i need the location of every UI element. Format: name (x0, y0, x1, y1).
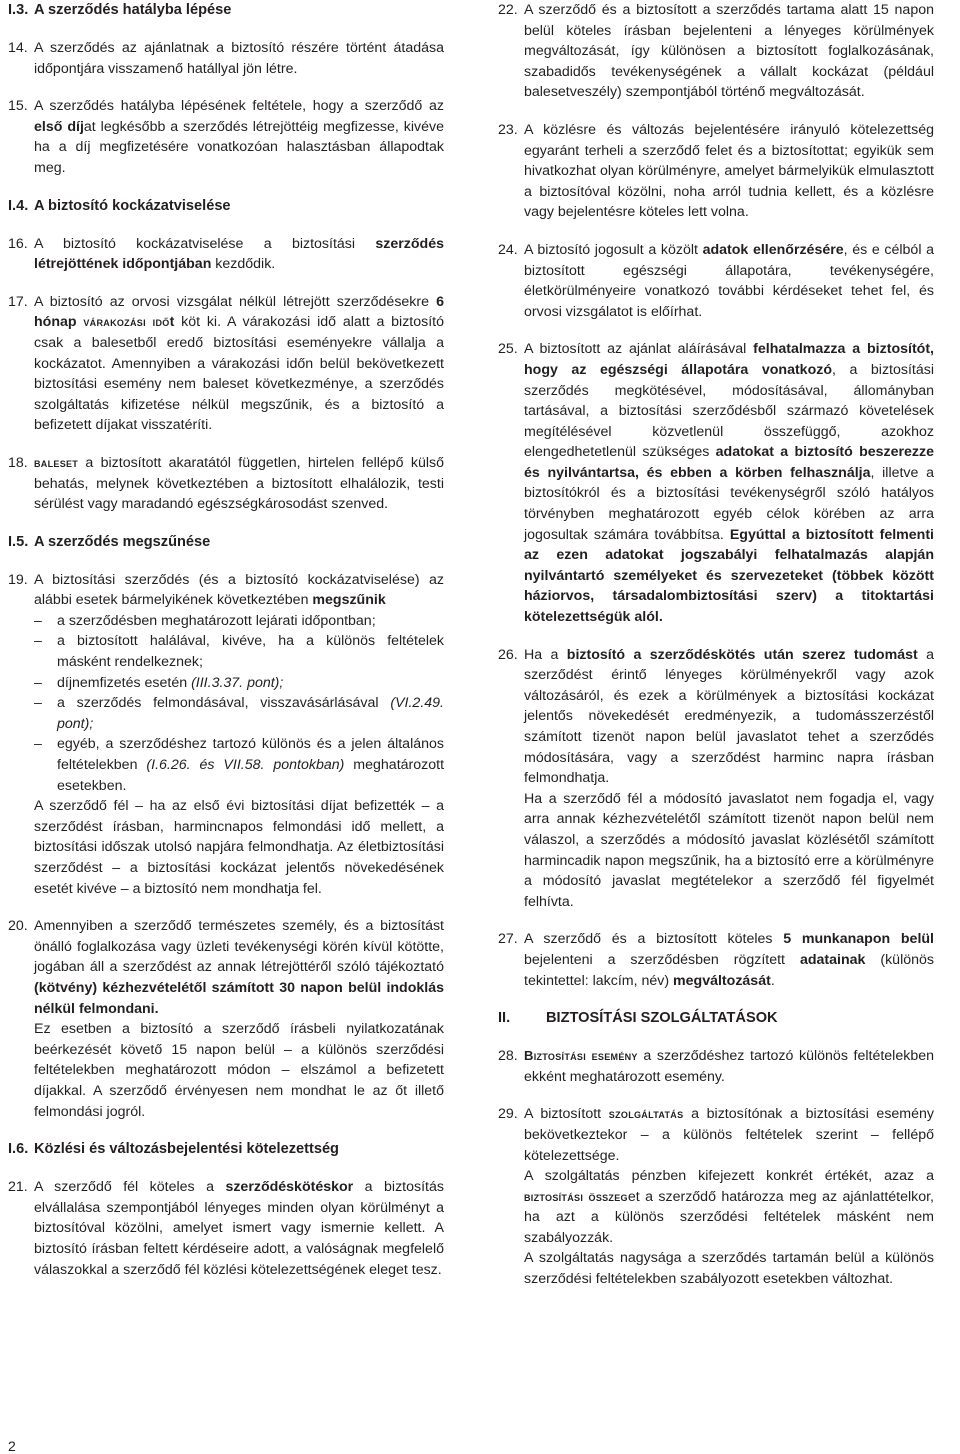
clause-22: 22. A szerződő és a biztosított a szerződés tartama alatt 15 napon belül köteles írásban bejelenteni a lényeges körülmények megváltozását, így különösen a biztosított foglalkozásának, szabadidős tevékenységének a vállalt kockázat (például balesetveszély) szempontjából történő megváltozását. (498, 2, 934, 101)
clause-16: 16. A biztosító kockázatviselése a biztosítási szerződés létrejöttének időpontjában kezdődik. (8, 235, 444, 273)
left-column (8, 0, 444, 1297)
section-heading-i3: I.3. A szerződés hatályba lépése (8, 2, 232, 18)
clause-18: 18. baleset a biztosított akaratától független, hirtelen fellépő külső behatás, melynek következtében a biztosított elhalálozik, testi sérülést vagy maradandó egészségkárosodást szenved. (8, 454, 444, 513)
clause-28: 28. Biztosítási esemény a szerződéshez tartozó különös feltételekben ekként meghatározott esemény. (498, 1048, 934, 1085)
clause-17: 17. A biztosító az orvosi vizsgálat nélkül létrejött szerződésekre 6 hónap várakozási időt köt ki. A várakozási idő alatt a biztosító csak a balesetből eredő biztosítási eseményekre vállalja a kockázatot. Amennyiben a várakozási időn belül bekövetkezett biztosítási esemény nem baleset következménye, a szerződés szolgáltatás kifizetése nélkül megszűnik, és a biztosító a befizetett díjakat visszatéríti. (8, 293, 444, 434)
page-number: 2 (8, 1438, 16, 1454)
clause-23: 23. A közlésre és változás bejelentésére irányuló kötelezettség egyaránt terheli a szerződő felet és a biztosítottat; egyikük sem hivatkozhat olyan körülményre, amelyet bármelyikük elmulasztott a biztosítóval közölni, noha arról tudnia kellett, és a közlésre vagy bejelentésre köteles lett volna. (498, 121, 934, 221)
clause-14: 14. A szerződés az ajánlatnak a biztosító részére történt átadása időpontjára visszamenő hatállyal jön létre. (8, 40, 444, 77)
clause-25: 25. A biztosított az ajánlat aláírásával felhatalmazza a biztosítót, hogy az egészségi állapotára vonatkozó, a biztosítási szerződés megkötésével, módosításával, állományban tartásával, a biztosítási szerződésből származó követelések megítélésével közvetlenül összefüggő, azokhoz elengedhetetlenül szükséges adatokat a biztosító beszerezze és nyilvántartsa, és ebben a körben felhasználja, illetve a biztosítókról és a biztosítási tevékenységről szóló hatályos törvényben meghatározott egyéb célok körében az arra jogosultak számára továbbítsa. Egyúttal a biztosított felmenti az ezen adatokat jogszabályi felhatalmazás alapján nyilvántartó személyeket és szervezeteket (többek között háziorvos, társadalombiztosítási szerv) a titoktartási kötelezettségük alól. (498, 341, 934, 626)
section-heading-i4: I.4. A biztosító kockázatviselése (8, 197, 231, 214)
clause-21: 21. A szerződő fél köteles a szerződéskötéskor a biztosítás elvállalása szempontjából lényeges minden olyan körülményt a biztosítóval közölni, amelyet ismert vagy ismernie kellett. A biztosító írásban feltett kérdéseire adott, a valóságnak megfelelő válaszokkal a szerződő fél közlési kötelezettségének eleget tesz. (8, 1179, 444, 1278)
list-item: – a biztosított halálával, kivéve, ha a különös feltételek másként rendelkeznek; (34, 633, 444, 671)
list-item: – díjnemfizetés esetén (III.3.37. pont); (34, 674, 284, 691)
section-heading-i6: I.6. Közlési és változásbejelentési kötelezettség (8, 1141, 339, 1158)
clause-27: 27. A szerződő és a biztosított köteles 5 munkanapon belül bejelenteni a szerződésben rögzített adatainak (különös tekintettel: lakcím, név) megváltozását. (498, 931, 934, 989)
clause-24: 24. A biztosító jogosult a közölt adatok ellenőrzésére, és e célból a biztosított egészségi állapotára, tevékenységére, életkörülményeire vonatkozó további kérdéseket tehet fel, és orvosi vizsgálatot is előírhat. (498, 241, 934, 320)
clause-19: 19. A biztosítási szerződés (és a biztosító kockázatviselése) az alábbi esetek bármelyikének következtében megszűnik – a szerződésben meghatározott lejárati időpontban; – a biztosított halálával, kivéve, ha a különös feltételek másként rendelkeznek; – díjnemfizetés esetén (III.3.37. pont); – a szerződés felmondásával, visszavásárlásával (VI.2.49. pont); – egyéb, a szerződéshez tartozó különös és a jelen általános feltételekben (I.6.26. és VII.58. pontokban) meghatározott esetekben. A szerződő fél – ha az első évi biztosítási díjat befizették – a szerződést írásban, harmincnapos felmondási idő mellett, a biztosítási időszak utolsó napjára felmondhatja. Az életbiztosítási szerződést – a biztosítási kockázat jelentős növekedésének esetét kivéve – a biztosító nem mondhatja fel. (8, 571, 445, 897)
section-heading-i5: I.5. A szerződés megszűnése (8, 533, 211, 550)
list-item: – a szerződésben meghatározott lejárati időpontban; (34, 612, 376, 629)
clause-20: 20. Amennyiben a szerződő természetes személy, és a biztosítást önálló foglalkozása vagy üzleti tevékenységi körén kívül kötötte, jogában áll a szerződést az annak létrejöttéről szóló tájékoztató (kötvény) kézhezvételétől számított 30 napon belül indoklás nélkül felmondani. Ez esetben a biztosító a szerződő írásbeli nyilatkozatának beérkezését követő 15 napon belül – a különös szerződési feltételekben meghatározott módon – elszámol a befizetett díjakkal. A szerződő érvényesen nem mondhat le az őt illető felmondási jogról. (8, 918, 444, 1120)
clause-26: 26. Ha a biztosító a szerződéskötés után szerez tudomást a szerződést érintő lényeges körülményekről vagy azok változásáról, és ezek a körülmények a biztosítási kockázat jelentős növekedését eredményezik, a tudomásszerzéstől számított tizenöt napon belül javaslatot tehet a szerződés módosítására, vagy a szerződést harminc napra írásban felmondhatja. Ha a szerződő fél a módosító javaslatot nem fogadja el, vagy arra annak kézhezvételétől számított tizenöt napon belül nem válaszol, a szerződés a módosító javaslat közlésétől számított harmincadik napon megszűnik, ha a biztosító erre a körülményre a módosító javaslat megtételekor a szerződő fél figyelmét felhívta. (498, 646, 934, 910)
clause-15: 15. A szerződés hatályba lépésének feltétele, hogy a szerződő az első díjat legkésőbb a szerződés létrejöttéig megfizesse, kivéve ha a díj megfizetésére vonatkozóan halasztásban állapodtak meg. (8, 98, 444, 176)
section-heading-ii: II. BIZTOSÍTÁSI SZOLGÁLTATÁSOK (498, 1010, 778, 1027)
list-item: – a szerződés felmondásával, visszavásárlásával (VI.2.49. pont); (34, 695, 444, 732)
list-item: – egyéb, a szerződéshez tartozó különös és a jelen általános feltételekben (I.6.26. és VII.58. pontokban) meghatározott esetekben. (34, 736, 445, 794)
clause-29: 29. A biztosított szolgáltatás a biztosítónak a biztosítási esemény bekövetkeztekor – a különös feltételek szerint – fellépő kötelezettsége. A szolgáltatás pénzben kifejezett konkrét értékét, azaz a biztosítási összeget a szerződő határozza meg az ajánlattételkor, ha azt a különös szerződési feltételek másként nem szabályozzák. A szolgáltatás nagysága a szerződés tartamán belül a különös szerződési feltételekben szabályozott esetekben változhat. (498, 1106, 935, 1288)
right-column (498, 0, 934, 1307)
